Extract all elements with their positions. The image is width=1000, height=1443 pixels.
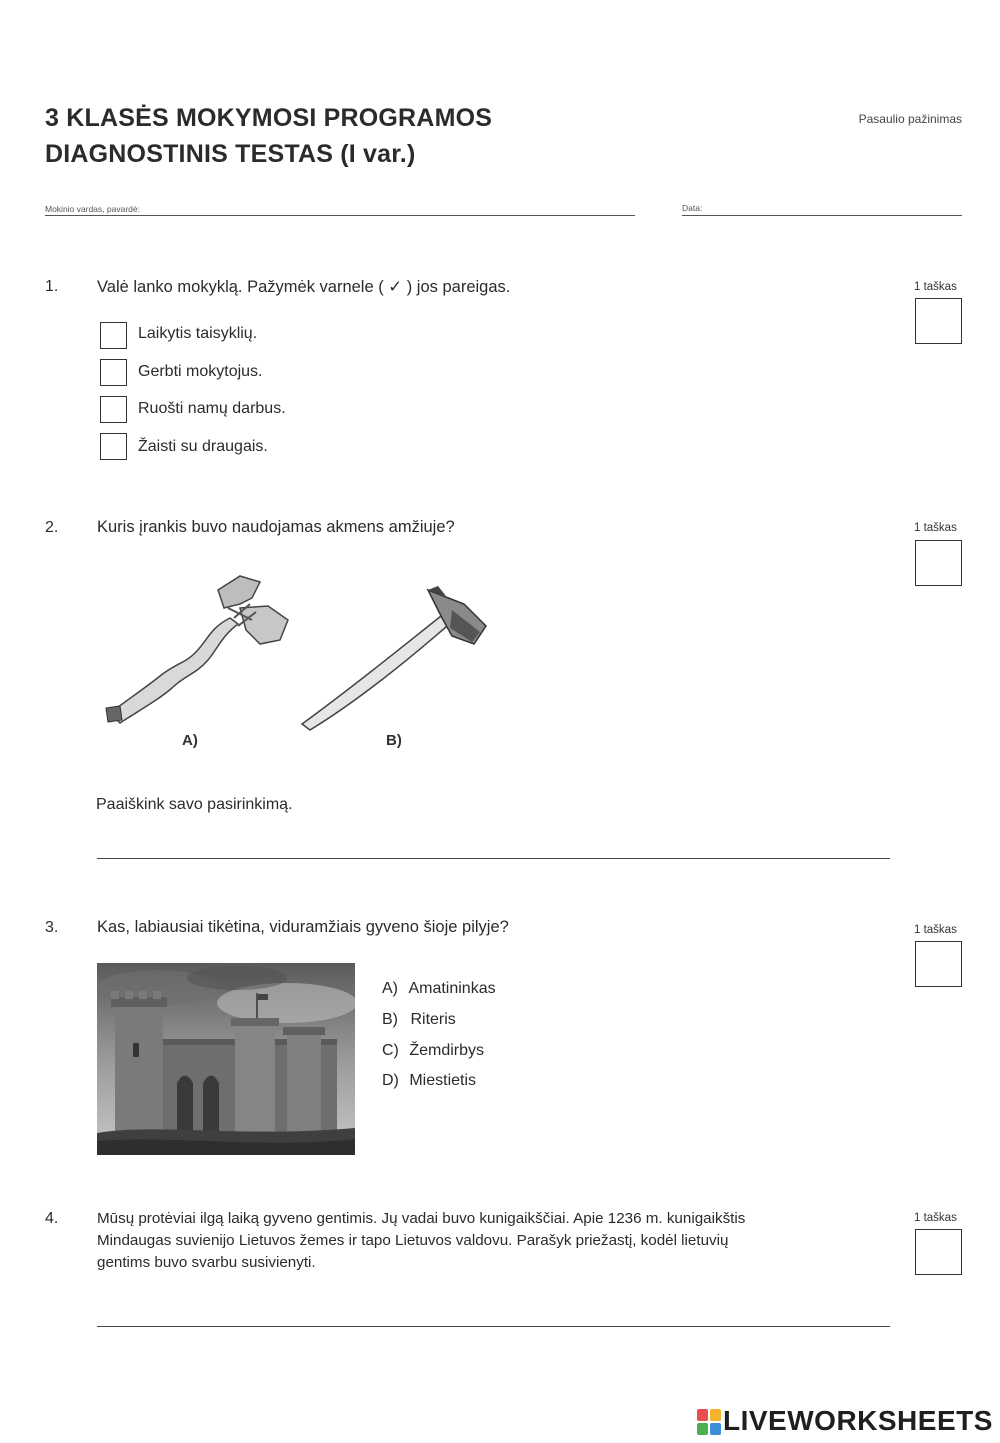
question-1-points-box [915, 298, 962, 344]
question-3-points-label: 1 taškas [914, 924, 957, 936]
question-3-option-d[interactable] [382, 1072, 476, 1090]
date-label: Data: [682, 203, 703, 213]
image-b-caption: B) [386, 732, 402, 749]
question-4-answer-line[interactable] [97, 1326, 890, 1327]
question-1-option-1: Laikytis taisyklių. [138, 325, 258, 342]
question-3-option-b-letter: B) [382, 1011, 398, 1028]
question-2-text: Kuris įrankis buvo naudojamas akmens amžiuje? [97, 518, 455, 536]
question-1-checkbox-4[interactable] [100, 433, 127, 460]
page-title [45, 100, 492, 172]
question-2-explain-prompt: Paaiškink savo pasirinkimą. [96, 796, 293, 813]
question-2-points-box [915, 540, 962, 586]
question-1-checkbox-3[interactable] [100, 396, 127, 423]
steel-axe-image[interactable] [296, 582, 491, 732]
question-1-text: Valė lanko mokyklą. Pažymėk varnele ( ✓ ) jos pareigas. [97, 278, 511, 296]
question-1-option-3: Ruošti namų darbus. [138, 400, 286, 417]
question-3-option-a-text: Amatininkas [408, 980, 496, 997]
question-3-option-b-text: Riteris [410, 1011, 456, 1028]
question-3-option-d-letter: D) [382, 1072, 399, 1089]
question-1-number: 1. [45, 278, 59, 295]
question-2-answer-line[interactable] [97, 858, 890, 859]
subject-label: Pasaulio pažinimas [858, 112, 962, 126]
question-3-option-a-letter: A) [382, 980, 398, 997]
question-4-points-box [915, 1229, 962, 1275]
question-1-option-2: Gerbti mokytojus. [138, 363, 263, 380]
logo-blocks-icon [697, 1409, 721, 1435]
question-3-text: Kas, labiausiai tikėtina, viduramžiais gyveno šioje pilyje? [97, 918, 509, 936]
question-1-checkbox-2[interactable] [100, 359, 127, 386]
title-line-1: 3 KLASĖS MOKYMOSI PROGRAMOS [45, 104, 493, 132]
castle-image[interactable] [97, 963, 355, 1155]
question-4-points-label: 1 taškas [914, 1212, 957, 1224]
question-3-option-a[interactable] [382, 980, 496, 998]
question-1-points-label: 1 taškas [914, 281, 957, 293]
question-2-points-label: 1 taškas [914, 522, 957, 534]
question-3-option-b[interactable] [382, 1011, 456, 1029]
image-a-caption: A) [182, 732, 198, 749]
logo-text: LIVEWORKSHEETS [723, 1405, 993, 1436]
stone-hammer-image[interactable] [100, 568, 300, 728]
question-4-text [97, 1208, 893, 1274]
question-1-checkbox-1[interactable] [100, 322, 127, 349]
question-3-option-c-text: Žemdirbys [409, 1042, 485, 1059]
question-3-option-d-text: Miestietis [409, 1072, 477, 1089]
date-field[interactable] [682, 214, 962, 216]
question-2-number: 2. [45, 519, 59, 536]
question-4-text-line-1: Mūsų protėviai ilgą laiką gyveno gentimis. Jų vadai buvo kunigaikščiai. Apie 1236 m. kunigaikštis [97, 1210, 746, 1227]
question-3-points-box [915, 941, 962, 987]
question-4-text-line-2: Mindaugas suvienijo Lietuvos žemes ir tapo Lietuvos valdovu. Parašyk priežastį, kodėl lietuvių [97, 1232, 729, 1249]
title-line-2: DIAGNOSTINIS TESTAS (I var.) [45, 140, 416, 168]
question-3-option-c[interactable] [382, 1042, 484, 1060]
question-3-number: 3. [45, 919, 59, 936]
student-name-field[interactable] [45, 214, 635, 216]
question-3-option-c-letter: C) [382, 1042, 399, 1059]
question-4-text-line-3: gentims buvo svarbu susivienyti. [97, 1254, 316, 1271]
question-4-number: 4. [45, 1210, 59, 1227]
question-1-option-4: Žaisti su draugais. [138, 438, 268, 455]
student-name-label: Mokinio vardas, pavardė: [45, 204, 140, 214]
